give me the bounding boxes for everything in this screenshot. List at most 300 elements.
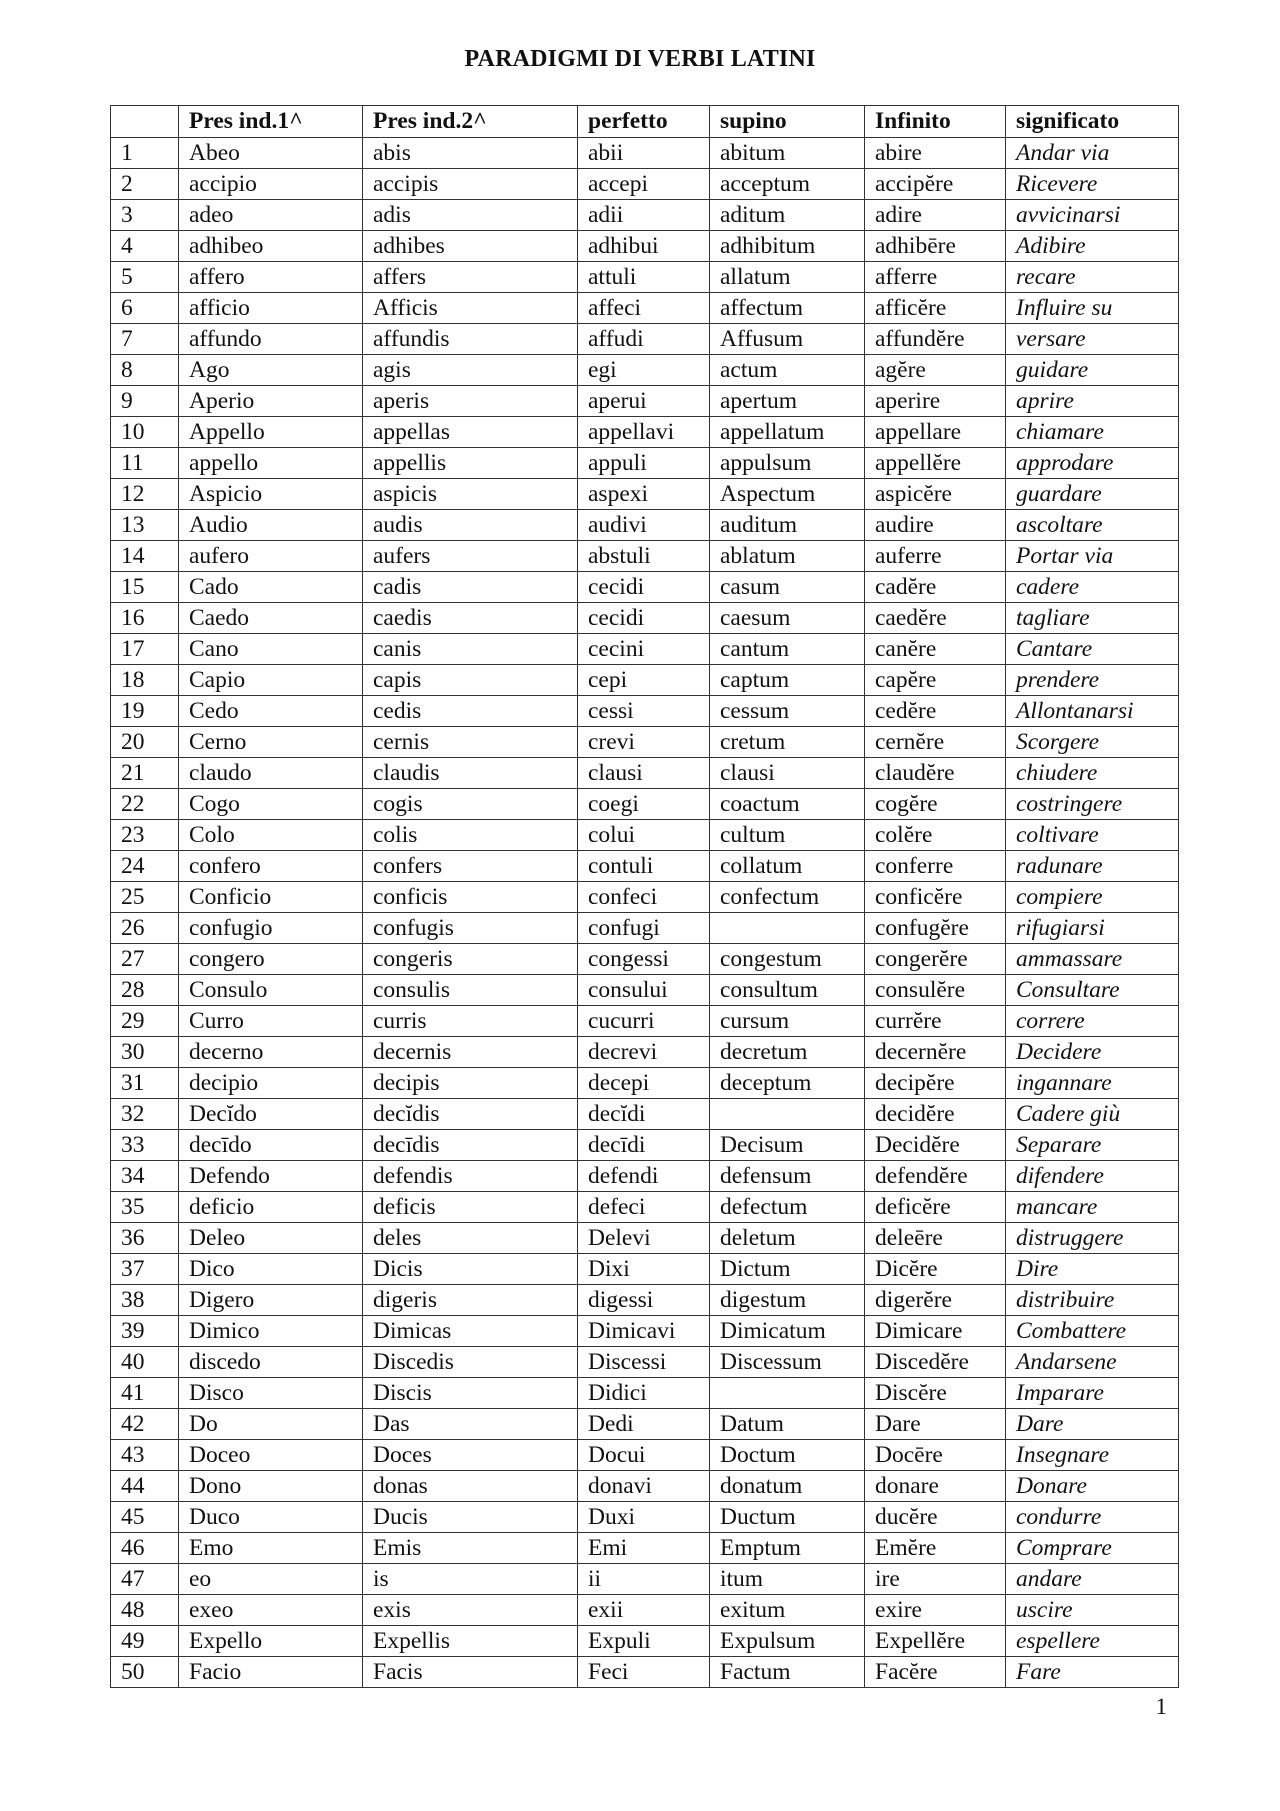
row-number: 39 [111,1316,179,1347]
perfect-cell: clausi [578,758,710,789]
present-second-cell: aspicis [363,479,578,510]
row-number: 8 [111,355,179,386]
present-first-cell: Deleo [179,1223,363,1254]
present-first-cell: Caedo [179,603,363,634]
present-first-cell: Dono [179,1471,363,1502]
perfect-cell: decīdi [578,1130,710,1161]
perfect-cell: decrevi [578,1037,710,1068]
present-first-cell: appello [179,448,363,479]
present-first-cell: Cedo [179,696,363,727]
perfect-cell: cecidi [578,603,710,634]
meaning-cell: Portar via [1006,541,1179,572]
present-first-cell: affero [179,262,363,293]
table-row [111,1409,1179,1440]
present-first-cell: affundo [179,324,363,355]
table-row [111,727,1179,758]
perfect-cell: confugi [578,913,710,944]
infinitive-cell: affundĕre [865,324,1006,355]
table-row [111,665,1179,696]
meaning-cell: compiere [1006,882,1179,913]
present-first-cell: Abeo [179,138,363,169]
infinitive-cell: accipĕre [865,169,1006,200]
present-second-cell: appellis [363,448,578,479]
present-second-cell: cadis [363,572,578,603]
row-number: 16 [111,603,179,634]
supine-cell: Decisum [710,1130,865,1161]
row-number: 50 [111,1657,179,1688]
infinitive-cell: adire [865,200,1006,231]
present-second-cell: caedis [363,603,578,634]
supine-cell: clausi [710,758,865,789]
present-second-cell: affundis [363,324,578,355]
infinitive-cell: cogĕre [865,789,1006,820]
present-first-cell: Appello [179,417,363,448]
row-number: 38 [111,1285,179,1316]
present-first-cell: Aperio [179,386,363,417]
infinitive-cell: currĕre [865,1006,1006,1037]
supine-cell: defensum [710,1161,865,1192]
supine-cell: deceptum [710,1068,865,1099]
infinitive-cell: Emĕre [865,1533,1006,1564]
infinitive-cell: ducĕre [865,1502,1006,1533]
infinitive-cell: capĕre [865,665,1006,696]
infinitive-cell: deficĕre [865,1192,1006,1223]
present-first-cell: discedo [179,1347,363,1378]
infinitive-cell: congerĕre [865,944,1006,975]
present-second-cell: Doces [363,1440,578,1471]
perfect-cell: ii [578,1564,710,1595]
row-number: 28 [111,975,179,1006]
supine-cell: auditum [710,510,865,541]
present-second-cell: deles [363,1223,578,1254]
infinitive-cell: afficĕre [865,293,1006,324]
present-second-cell: deficis [363,1192,578,1223]
perfect-cell: colui [578,820,710,851]
present-second-cell: defendis [363,1161,578,1192]
perfect-cell: exii [578,1595,710,1626]
row-number: 12 [111,479,179,510]
table-row [111,696,1179,727]
present-first-cell: Decĭdo [179,1099,363,1130]
row-number: 23 [111,820,179,851]
meaning-cell: distruggere [1006,1223,1179,1254]
infinitive-cell: agĕre [865,355,1006,386]
present-second-cell: congeris [363,944,578,975]
present-second-cell: confugis [363,913,578,944]
present-second-cell: affers [363,262,578,293]
meaning-cell: andare [1006,1564,1179,1595]
row-number: 18 [111,665,179,696]
present-second-cell: cedis [363,696,578,727]
supine-cell: cantum [710,634,865,665]
table-row [111,1564,1179,1595]
perfect-cell: adhibui [578,231,710,262]
meaning-cell: tagliare [1006,603,1179,634]
header-number [111,106,179,138]
perfect-cell: cecini [578,634,710,665]
infinitive-cell: audire [865,510,1006,541]
present-second-cell: digeris [363,1285,578,1316]
infinitive-cell: caedĕre [865,603,1006,634]
meaning-cell: approdare [1006,448,1179,479]
table-row [111,479,1179,510]
supine-cell: Discessum [710,1347,865,1378]
table-header-row [111,106,1179,138]
table-row [111,262,1179,293]
perfect-cell: digessi [578,1285,710,1316]
table-row [111,1378,1179,1409]
table-row [111,138,1179,169]
meaning-cell: Consultare [1006,975,1179,1006]
meaning-cell: guidare [1006,355,1179,386]
meaning-cell: recare [1006,262,1179,293]
row-number: 14 [111,541,179,572]
perfect-cell: Didici [578,1378,710,1409]
perfect-cell: Docui [578,1440,710,1471]
perfect-cell: abstuli [578,541,710,572]
row-number: 37 [111,1254,179,1285]
supine-cell: consultum [710,975,865,1006]
row-number: 21 [111,758,179,789]
present-second-cell: Discedis [363,1347,578,1378]
perfect-cell: Dedi [578,1409,710,1440]
present-first-cell: Cano [179,634,363,665]
meaning-cell: Scorgere [1006,727,1179,758]
present-first-cell: adeo [179,200,363,231]
meaning-cell: Imparare [1006,1378,1179,1409]
table-row [111,1254,1179,1285]
header-meaning: significato [1006,106,1179,138]
present-second-cell: consulis [363,975,578,1006]
present-second-cell: exis [363,1595,578,1626]
meaning-cell: Dire [1006,1254,1179,1285]
meaning-cell: chiamare [1006,417,1179,448]
present-second-cell: capis [363,665,578,696]
table-row [111,200,1179,231]
present-second-cell: appellas [363,417,578,448]
meaning-cell: Fare [1006,1657,1179,1688]
meaning-cell: Decidere [1006,1037,1179,1068]
infinitive-cell: conficĕre [865,882,1006,913]
meaning-cell: correre [1006,1006,1179,1037]
present-first-cell: Defendo [179,1161,363,1192]
present-first-cell: Curro [179,1006,363,1037]
supine-cell: Emptum [710,1533,865,1564]
table-row [111,541,1179,572]
perfect-cell: donavi [578,1471,710,1502]
present-first-cell: Cogo [179,789,363,820]
row-number: 49 [111,1626,179,1657]
row-number: 24 [111,851,179,882]
perfect-cell: adii [578,200,710,231]
present-first-cell: Facio [179,1657,363,1688]
row-number: 42 [111,1409,179,1440]
infinitive-cell: Dare [865,1409,1006,1440]
perfect-cell: cucurri [578,1006,710,1037]
row-number: 43 [111,1440,179,1471]
perfect-cell: confeci [578,882,710,913]
present-first-cell: Cado [179,572,363,603]
perfect-cell: attuli [578,262,710,293]
perfect-cell: consului [578,975,710,1006]
present-second-cell: decernis [363,1037,578,1068]
infinitive-cell: donare [865,1471,1006,1502]
table-row [111,758,1179,789]
infinitive-cell: Dimicare [865,1316,1006,1347]
table-body [111,138,1179,1688]
meaning-cell: Donare [1006,1471,1179,1502]
meaning-cell: aprire [1006,386,1179,417]
perfect-cell: abii [578,138,710,169]
supine-cell: aditum [710,200,865,231]
meaning-cell: versare [1006,324,1179,355]
infinitive-cell: cadĕre [865,572,1006,603]
supine-cell: ablatum [710,541,865,572]
perfect-cell: Dixi [578,1254,710,1285]
row-number: 27 [111,944,179,975]
present-first-cell: confero [179,851,363,882]
table-row [111,386,1179,417]
table-row [111,510,1179,541]
row-number: 20 [111,727,179,758]
perfect-cell: affudi [578,324,710,355]
row-number: 5 [111,262,179,293]
supine-cell: Aspectum [710,479,865,510]
infinitive-cell: consulĕre [865,975,1006,1006]
present-first-cell: decerno [179,1037,363,1068]
row-number: 9 [111,386,179,417]
meaning-cell: Andar via [1006,138,1179,169]
table-row [111,324,1179,355]
table-row [111,944,1179,975]
perfect-cell: defeci [578,1192,710,1223]
row-number: 25 [111,882,179,913]
table-row [111,634,1179,665]
meaning-cell: distribuire [1006,1285,1179,1316]
present-second-cell: abis [363,138,578,169]
present-first-cell: decīdo [179,1130,363,1161]
supine-cell: Ductum [710,1502,865,1533]
supine-cell: apertum [710,386,865,417]
present-second-cell: audis [363,510,578,541]
supine-cell: captum [710,665,865,696]
perfect-cell: audivi [578,510,710,541]
present-second-cell: claudis [363,758,578,789]
present-second-cell: canis [363,634,578,665]
row-number: 29 [111,1006,179,1037]
present-second-cell: adis [363,200,578,231]
present-second-cell: agis [363,355,578,386]
table-row [111,1037,1179,1068]
table-row [111,789,1179,820]
row-number: 4 [111,231,179,262]
meaning-cell: costringere [1006,789,1179,820]
table-row [111,1440,1179,1471]
present-first-cell: Emo [179,1533,363,1564]
present-first-cell: Dimico [179,1316,363,1347]
present-first-cell: claudo [179,758,363,789]
present-first-cell: congero [179,944,363,975]
page-number: 1 [1155,1694,1167,1719]
table-row [111,1068,1179,1099]
present-first-cell: Duco [179,1502,363,1533]
row-number: 34 [111,1161,179,1192]
table-row [111,1130,1179,1161]
infinitive-cell: appellĕre [865,448,1006,479]
table-row [111,882,1179,913]
row-number: 6 [111,293,179,324]
present-first-cell: Aspicio [179,479,363,510]
present-second-cell: Emis [363,1533,578,1564]
supine-cell: coactum [710,789,865,820]
verb-paradigm-table [110,105,1179,1688]
present-first-cell: eo [179,1564,363,1595]
present-second-cell: colis [363,820,578,851]
present-second-cell: donas [363,1471,578,1502]
infinitive-cell: decipĕre [865,1068,1006,1099]
row-number: 46 [111,1533,179,1564]
table-row [111,1161,1179,1192]
meaning-cell: espellere [1006,1626,1179,1657]
perfect-cell: affeci [578,293,710,324]
infinitive-cell: exire [865,1595,1006,1626]
present-second-cell: decipis [363,1068,578,1099]
meaning-cell: Comprare [1006,1533,1179,1564]
infinitive-cell: decernĕre [865,1037,1006,1068]
infinitive-cell: aperire [865,386,1006,417]
infinitive-cell: digerĕre [865,1285,1006,1316]
present-first-cell: afficio [179,293,363,324]
row-number: 47 [111,1564,179,1595]
supine-cell: cursum [710,1006,865,1037]
infinitive-cell: adhibēre [865,231,1006,262]
table-row [111,293,1179,324]
row-number: 48 [111,1595,179,1626]
meaning-cell: mancare [1006,1192,1179,1223]
infinitive-cell: Facĕre [865,1657,1006,1688]
infinitive-cell: colĕre [865,820,1006,851]
present-second-cell: accipis [363,169,578,200]
row-number: 11 [111,448,179,479]
meaning-cell: guardare [1006,479,1179,510]
perfect-cell: Emi [578,1533,710,1564]
row-number: 1 [111,138,179,169]
row-number: 30 [111,1037,179,1068]
present-second-cell: Facis [363,1657,578,1688]
supine-cell: actum [710,355,865,386]
meaning-cell: Adibire [1006,231,1179,262]
meaning-cell: coltivare [1006,820,1179,851]
present-first-cell: adhibeo [179,231,363,262]
present-first-cell: Cerno [179,727,363,758]
table-row [111,169,1179,200]
present-second-cell: aperis [363,386,578,417]
table-row [111,1192,1179,1223]
perfect-cell: coegi [578,789,710,820]
present-first-cell: Consulo [179,975,363,1006]
perfect-cell: Dimicavi [578,1316,710,1347]
perfect-cell: Discessi [578,1347,710,1378]
perfect-cell: contuli [578,851,710,882]
meaning-cell: avvicinarsi [1006,200,1179,231]
present-first-cell: aufero [179,541,363,572]
supine-cell: appulsum [710,448,865,479]
row-number: 40 [111,1347,179,1378]
supine-cell [710,1099,865,1130]
table-row [111,355,1179,386]
meaning-cell: Cadere giù [1006,1099,1179,1130]
row-number: 13 [111,510,179,541]
meaning-cell: ascoltare [1006,510,1179,541]
row-number: 3 [111,200,179,231]
supine-cell: deletum [710,1223,865,1254]
supine-cell: cretum [710,727,865,758]
present-first-cell: Capio [179,665,363,696]
present-first-cell: decipio [179,1068,363,1099]
table-row [111,231,1179,262]
supine-cell: exitum [710,1595,865,1626]
table-row [111,1471,1179,1502]
row-number: 26 [111,913,179,944]
perfect-cell: defendi [578,1161,710,1192]
table-row [111,1595,1179,1626]
present-first-cell: Conficio [179,882,363,913]
infinitive-cell: confugĕre [865,913,1006,944]
infinitive-cell: appellare [865,417,1006,448]
present-second-cell: aufers [363,541,578,572]
header-present-first: Pres ind.1^ [179,106,363,138]
table-row [111,1626,1179,1657]
present-second-cell: adhibes [363,231,578,262]
present-first-cell: Do [179,1409,363,1440]
supine-cell [710,913,865,944]
infinitive-cell: cedĕre [865,696,1006,727]
supine-cell: affectum [710,293,865,324]
present-first-cell: Dico [179,1254,363,1285]
present-second-cell: Ducis [363,1502,578,1533]
supine-cell: adhibitum [710,231,865,262]
infinitive-cell: abire [865,138,1006,169]
infinitive-cell: conferre [865,851,1006,882]
table-row [111,603,1179,634]
supine-cell: casum [710,572,865,603]
present-first-cell: confugio [179,913,363,944]
meaning-cell: ingannare [1006,1068,1179,1099]
header-present-second: Pres ind.2^ [363,106,578,138]
header-infinitive: Infinito [865,106,1006,138]
supine-cell: cultum [710,820,865,851]
row-number: 15 [111,572,179,603]
meaning-cell: condurre [1006,1502,1179,1533]
perfect-cell: accepi [578,169,710,200]
present-first-cell: Expello [179,1626,363,1657]
table-row [111,1099,1179,1130]
meaning-cell: uscire [1006,1595,1179,1626]
row-number: 7 [111,324,179,355]
present-first-cell: deficio [179,1192,363,1223]
table-row [111,1285,1179,1316]
meaning-cell: rifugiarsi [1006,913,1179,944]
infinitive-cell: afferre [865,262,1006,293]
supine-cell: defectum [710,1192,865,1223]
present-first-cell: Colo [179,820,363,851]
table-row [111,1533,1179,1564]
infinitive-cell: Discedĕre [865,1347,1006,1378]
row-number: 35 [111,1192,179,1223]
present-second-cell: Afficis [363,293,578,324]
perfect-cell: Delevi [578,1223,710,1254]
present-first-cell: accipio [179,169,363,200]
